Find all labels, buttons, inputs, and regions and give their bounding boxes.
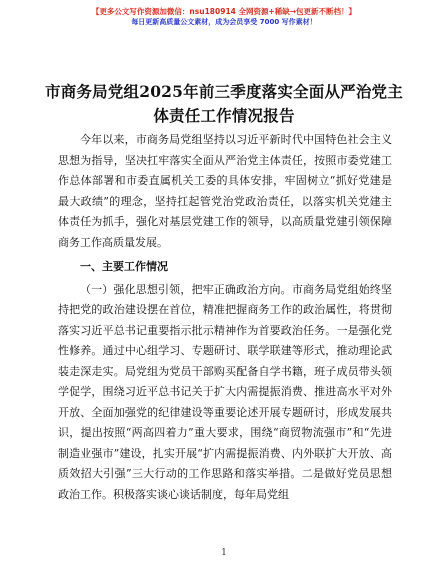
section-paragraph: （一）强化思想引领，把牢正确政治方向。市商务局党组始终坚持把党的政治建设摆在首位，精准把握商务工作的政治属性，将贯彻落实习近平总书记重要指示批示精神作为首要政治任务。一是强化党性修养。通过中心组学习、专题研讨、联学联建等形式，推动理论武装走深走实。局党组为党员干部购买配备自学书籍，班子成员带头领学促学，围绕习近平总书记关于扩大内需提振消费、推进高水平对外开放、全面加强党的纪律建设等重要论述开展专题研讨，形成发展共识，提出按照“两高四着力”重大要求，围绕“商贸物流强市”和“先进制造业强市”建设，扎实开展“扩内需提振消费、内外联扩大开放、高质效招大引强”三大行动的工作思路和落实举措。二是做好党员思想政治工作。积极落实谈心谈话制度，每年局党组	[58, 282, 392, 501]
intro-paragraph: 今年以来，市商务局党组坚持以习近平新时代中国特色社会主义思想为指导，坚决扛牢落实全面从严治党主体责任，按照市委党建工作总体部署和市委直属机关工委的具体安排，牢固树立“抓好党建是最大政绩”的理念，坚持扛起管党治党政治责任，以落实机关党建主体责任为抓手，强化对基层党建工作的领导，以高质量党建引领保障商务工作高质量发展。	[58, 133, 392, 249]
page-number: 1	[221, 548, 227, 558]
document-title: 市商务局党组2025年前三季度落实全面从严治党主体责任工作情况报告	[45, 82, 403, 125]
promo-banner	[0, 6, 448, 28]
document-body	[58, 130, 392, 505]
promo-banner-line-1: 【更多公文写作资源加微信：nsu180914 全网资源+稀缺→包更新不断档！】	[91, 7, 357, 16]
section-heading: 一、主要工作情况	[80, 260, 168, 273]
promo-banner-line-2: 每日更新高质量公文素材，成为会员享受 7000 写作素材！	[131, 18, 317, 26]
